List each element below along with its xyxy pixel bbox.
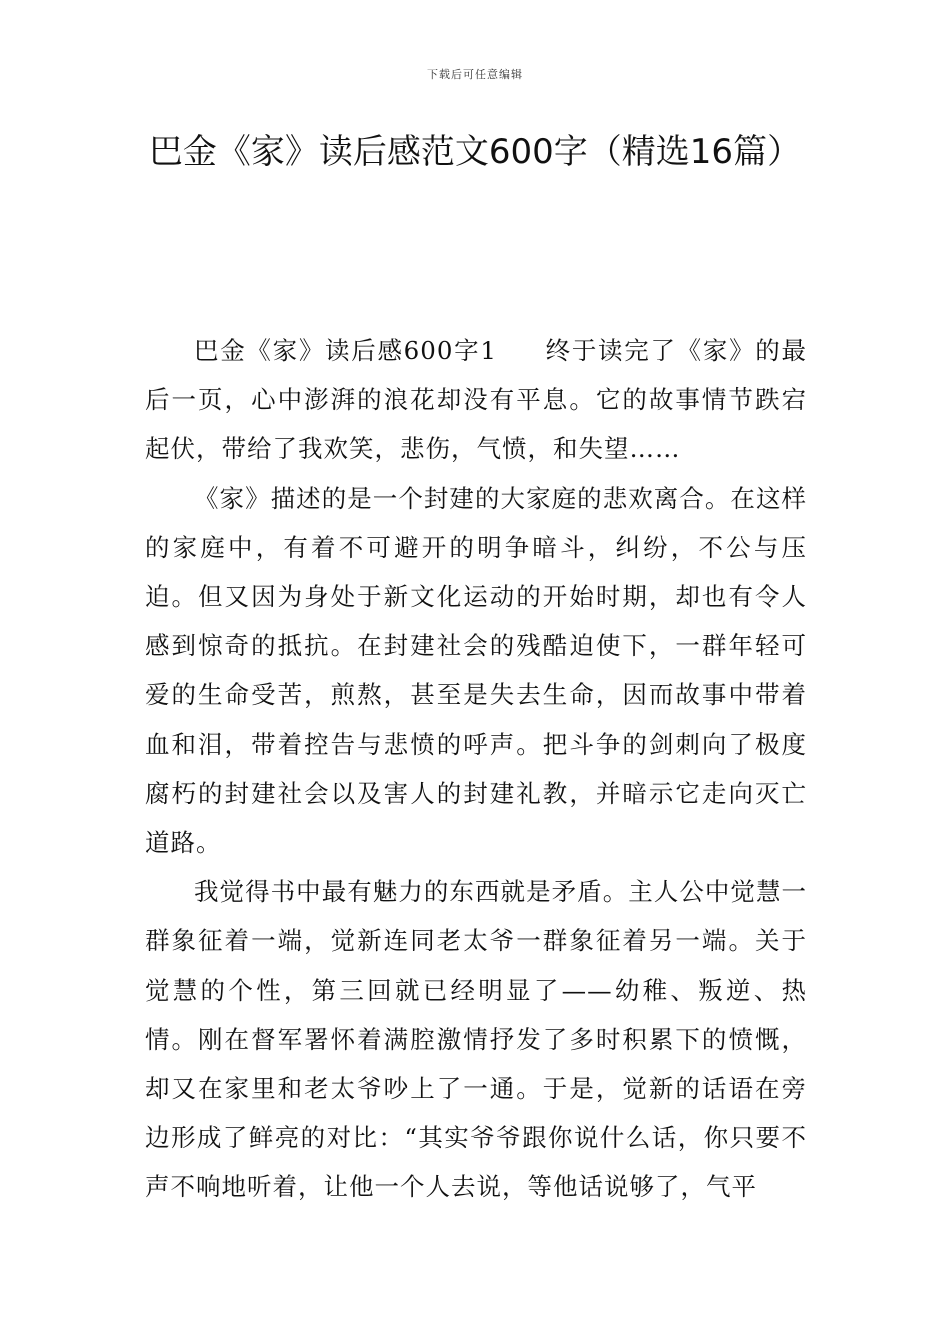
- paragraph-2: 《家》描述的是一个封建的大家庭的悲欢离合。在这样的家庭中，有着不可避开的明争暗斗，纠纷，不公与压迫。但又因为身处于新文化运动的开始时期，却也有令人感到惊奇的抵抗。在封建社会的残酷迫使下，一群年轻可爱的生命受苦，煎熬，甚至是失去生命，因而故事中带着血和泪，带着控告与悲愤的呼声。把斗争的剑刺向了极度腐朽的封建社会以及害人的封建礼教，并暗示它走向灭亡道路。: [145, 483, 807, 858]
- header-note: 下载后可任意编辑: [427, 68, 523, 81]
- document-title: 巴金《家》读后感范文600字（精选16篇）: [148, 132, 802, 172]
- paragraph-1-text: 终于读完了《家》的最后一页，心中澎湃的浪花却没有平息。它的故事情节跌宕起伏，带给了我欢笑，悲伤，气愤，和失望……: [145, 336, 807, 464]
- paragraph-1: [145, 326, 807, 474]
- paragraph-3: 我觉得书中最有魅力的东西就是矛盾。主人公中觉慧一群象征着一端，觉新连同老太爷一群象征着另一端。关于觉慧的个性，第三回就已经明显了——幼稚、叛逆、热情。刚在督军署怀着满腔激情抒发了多时积累下的愤慨，却又在家里和老太爷吵上了一通。于是，觉新的话语在旁边形成了鲜亮的对比：“其实爷爷跟你说什么话，你只要不声不响地听着，让他一个人去说，等他话说够了，气平: [145, 877, 807, 1202]
- document-body: [145, 326, 807, 1212]
- paragraph-1-lead: 巴金《家》读后感600字1: [194, 336, 497, 365]
